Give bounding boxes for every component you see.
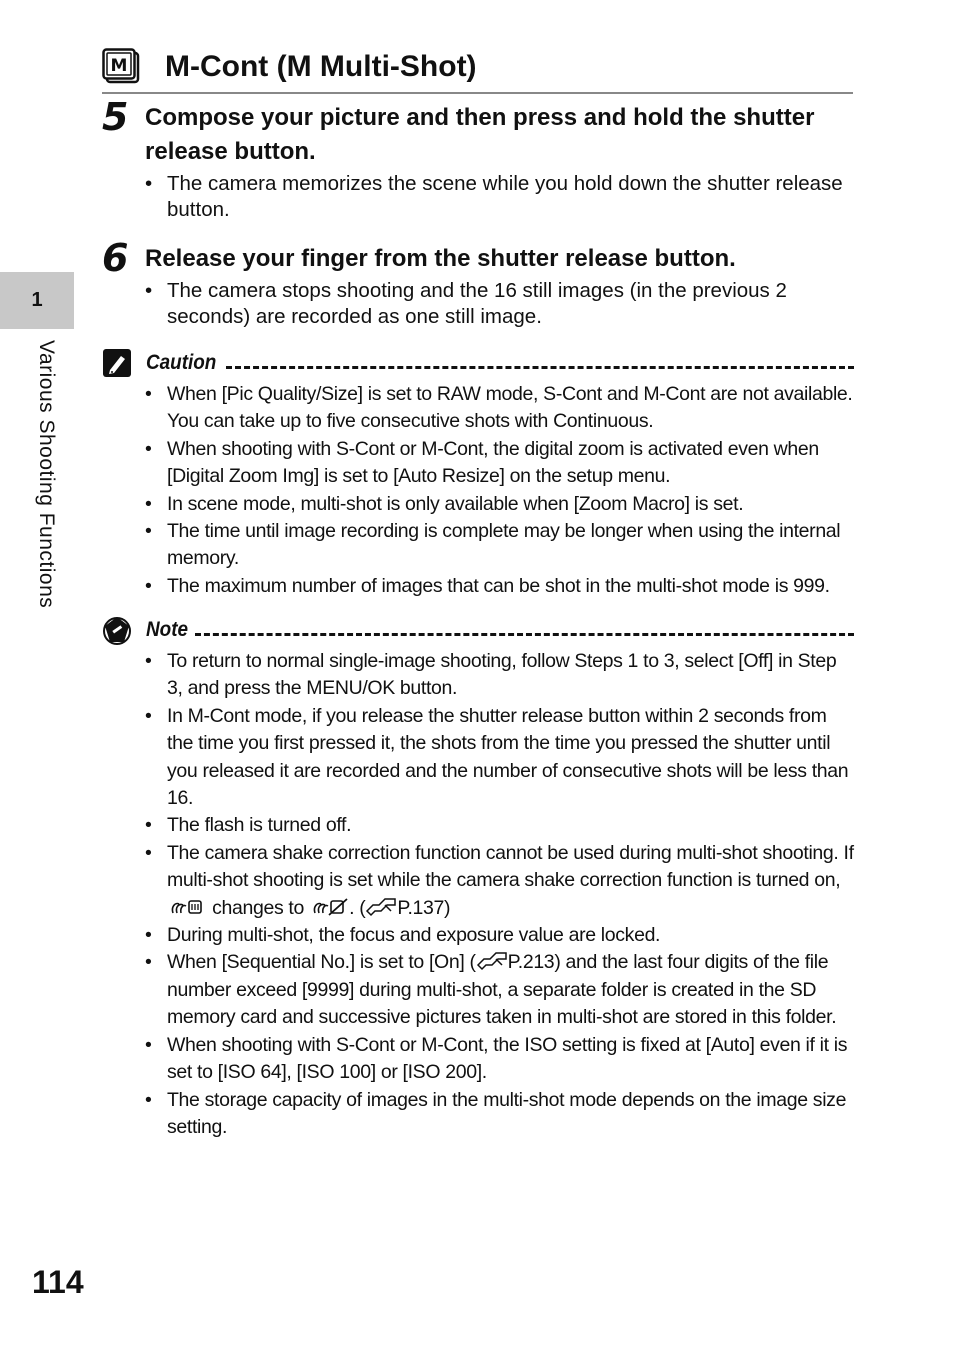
list-item: • When shooting with S-Cont or M-Cont, the digital zoom is activated even when [Digital Zoom Img] is set to [Auto Resize] on the setup menu. [102,436,854,491]
step-heading: Release your finger from the shutter release button. [145,245,736,272]
chapter-number: 1 [31,289,43,311]
camera-shake-on-icon [167,897,207,917]
note-list [102,648,854,1141]
note-icon [102,615,132,645]
reference-close: ) [444,896,451,919]
page-reference[interactable]: P.137 [397,896,445,919]
list-item: • In scene mode, multi-shot is only available when [Zoom Macro] is set. [102,491,854,518]
step-6 [102,236,854,330]
list-item: • The time until image recording is complete may be longer when using the internal memory. [102,518,854,573]
svg-text:M: M [110,56,128,76]
m-multishot-icon [102,48,140,84]
seq-text-after: ) and the last four digits of the file number exceed [9999] during multi-shot, a separate folder is created in the SD memory card and successive pictures taken in multi-shot are stored in this folder. [167,951,837,1029]
chapter-tab [0,272,74,329]
page-number: 114 [32,1264,84,1300]
list-item: • The storage capacity of images in the multi-shot mode depends on the image size setting. [102,1087,854,1142]
step-heading: Compose your picture and then press and hold the shutter release button. [145,104,815,165]
list-item: • The maximum number of images that can be shot in the multi-shot mode is 999. [102,573,854,600]
caution-list [102,381,854,600]
caution-icon [102,348,132,378]
page-reference-icon [476,951,508,971]
caution-header [102,346,854,380]
caution-label: Caution [146,351,217,374]
section-title [102,44,853,94]
reference-open: . ( [349,896,366,919]
seq-text-before: When [Sequential No.] is set to [On] ( [167,951,476,974]
list-item: • During multi-shot, the focus and exposure value are locked. [102,922,854,949]
camera-shake-off-icon [309,897,349,917]
chapter-label: Various Shooting Functions [35,340,58,609]
list-item [102,840,854,922]
note-label: Note [146,618,189,641]
changes-to-text: changes to [212,896,304,919]
note-divider [195,633,854,636]
shake-text: The camera shake correction function cannot be used during multi-shot shooting. If multi-shot shooting is set while the camera shake correction function is turned on, [167,841,854,892]
step-5 [102,95,854,223]
note-header [102,613,854,647]
list-item: • The flash is turned off. [102,812,854,839]
list-item: • When shooting with S-Cont or M-Cont, the ISO setting is fixed at [Auto] even if it is set to [ISO 64], [ISO 100] or [ISO 200]. [102,1032,854,1087]
page-reference[interactable]: P.213 [507,951,555,974]
list-item: • To return to normal single-image shooting, follow Steps 1 to 3, select [Off] in Step 3, and press the MENU/OK button. [102,648,854,703]
list-item: • When [Pic Quality/Size] is set to RAW mode, S-Cont and M-Cont are not available. You can take up to five consecutive shots with Continuous. [102,381,854,436]
step-number: 5 [102,95,129,139]
list-item: • The camera memorizes the scene while you hold down the shutter release button. [102,171,854,223]
list-item [102,949,854,1031]
step-number: 6 [102,236,129,280]
list-item: • The camera stops shooting and the 16 still images (in the previous 2 seconds) are recorded as one still image. [102,278,854,330]
page-title: M-Cont (M Multi-Shot) [165,50,477,83]
page-reference-icon [365,897,397,917]
caution-divider [226,366,854,369]
list-item: • In M-Cont mode, if you release the shutter release button within 2 seconds from the time you first pressed it, the shots from the time you pressed the shutter until you released it are recorded and the number of consecutive shots will be less than 16. [102,703,854,813]
